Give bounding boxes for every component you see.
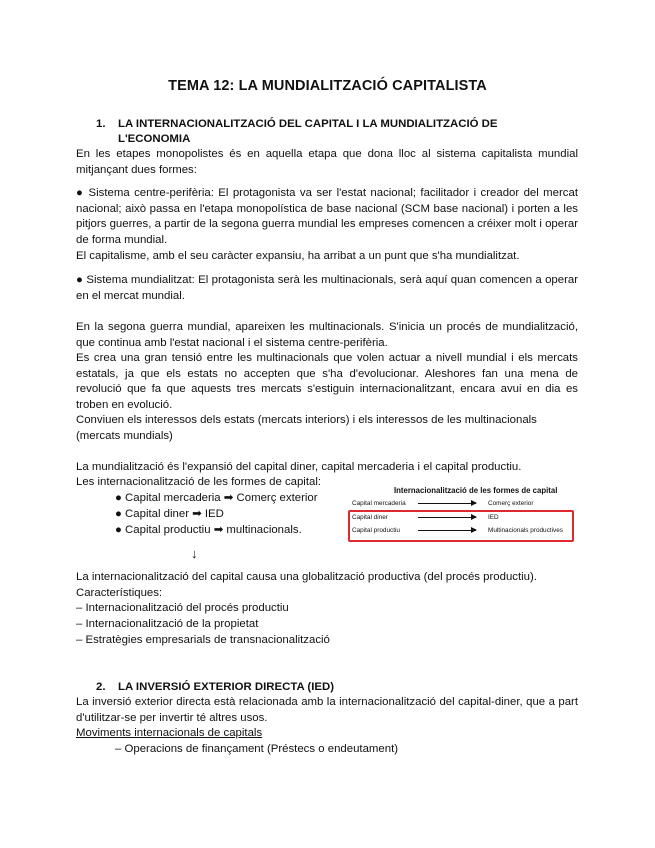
paragraph: En la segona guerra mundial, apareixen les multinacionals. S'inicia un procés de mundialització, que continua amb l'estat nacional i el sistema centre-perifèria. [76, 321, 578, 349]
right-arrow-icon [418, 530, 476, 531]
figure-title: Internacionalització de les formes de capital [394, 486, 558, 495]
paragraph: En les etapes monopolistes és en aquella etapa que dona lloc al sistema capitalista mundial mitjançant dues formes: [76, 148, 578, 176]
figure-row-right: IED [488, 514, 499, 521]
figure-row-left: Capital diner [352, 514, 388, 521]
figure-row-left: Capital mercaderia [352, 500, 406, 507]
section-1-heading-line-1: LA INTERNACIONALITZACIÓ DEL CAPITAL I LA MUNDIALITZACIÓ DE [118, 118, 498, 130]
paragraph: Es crea una gran tensió entre les multinacionals que volen actuar a nivell mundial i els mercats estatals, ja que els estats no accepten que s'ha d'evolucionar. Aleshores fan una mena de revolució que fa que aquests tres mercats s'estiguin internacionalitzant, encara avui en dia es troben en evolució. [76, 352, 578, 411]
list-item: ● Capital productiu ➡ multinacionals. [115, 524, 302, 536]
list-item: ● Capital mercaderia ➡ Comerç exterior [115, 492, 318, 504]
page-title: TEMA 12: LA MUNDIALITZACIÓ CAPITALISTA [168, 78, 487, 94]
list-item: ● Capital diner ➡ IED [115, 508, 224, 520]
subheading: Moviments internacionals de capitals [76, 727, 263, 739]
figure-row-left: Capital productiu [352, 527, 400, 534]
figure-row-right: Multinacionals productives [488, 527, 563, 534]
section-2-number: 2. [96, 681, 106, 693]
list-item: – Operacions de finançament (Préstecs o endeutament) [115, 743, 399, 755]
capital-forms-figure [348, 486, 574, 542]
paragraph: Característiques: [76, 587, 163, 599]
paragraph: Les internacionalització de les formes de capital: [76, 476, 322, 488]
bullet-paragraph: ● Sistema mundialitzat: El protagonista serà les multinacionals, serà aquí quan comencen a operar en el mercat mundial. [76, 274, 578, 302]
bullet-paragraph: ● Sistema centre-perifèria: El protagonista va ser l'estat nacional; facilitador i creador del mercat nacional; això passa en l'etapa monopolística de base nacional (SCM base nacional) i porten a les pitjors guerres, a partir de la segona guerra mundial les empreses comencen a créixer molt i operar de forma mundial. [76, 187, 578, 246]
section-2-heading-text: LA INVERSIÓ EXTERIOR DIRECTA (IED) [118, 681, 335, 693]
paragraph: Conviuen els interessos dels estats (mercats interiors) i els interessos de les multinacionals (mercats mundials) [76, 414, 537, 442]
list-item: – Internacionalització de la propietat [76, 618, 259, 630]
section-1-heading-line-2: L'ECONOMIA [118, 133, 191, 145]
list-item: – Estratègies empresarials de transnacionalització [76, 634, 330, 646]
section-1-number: 1. [96, 118, 106, 130]
paragraph: La internacionalització del capital causa una globalització productiva (del procés productiu). [76, 571, 537, 583]
figure-row-right: Comerç exterior [488, 500, 534, 507]
down-arrow-icon: ↓ [191, 546, 198, 561]
list-item: – Internacionalització del procés productiu [76, 602, 289, 614]
paragraph: El capitalisme, amb el seu caràcter expansiu, ha arribat a un punt que s'ha mundialitzat. [76, 250, 520, 262]
paragraph: La mundialització és l'expansió del capital diner, capital mercaderia i el capital productiu. [76, 461, 522, 473]
right-arrow-icon [418, 503, 476, 504]
paragraph: La inversió exterior directa està relacionada amb la internacionalització del capital-diner, que a part d'utilitzar-se per invertir té altres usos. [76, 696, 578, 724]
section-1-heading [96, 117, 536, 147]
section-2-heading [96, 680, 536, 695]
right-arrow-icon [418, 517, 476, 518]
